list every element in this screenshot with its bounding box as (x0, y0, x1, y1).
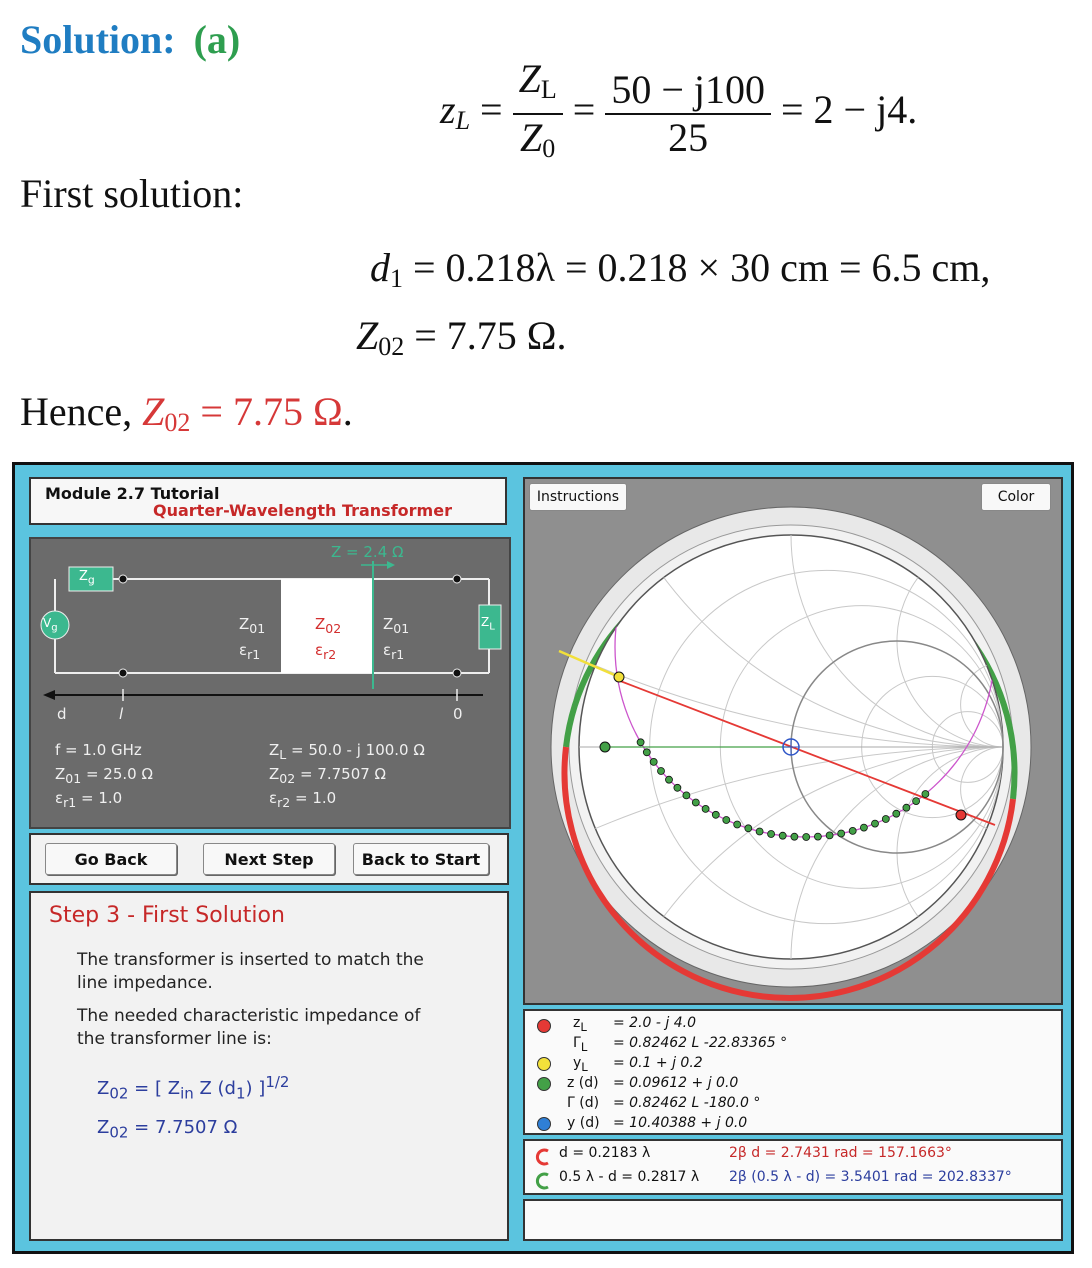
legend-yl: $y_L$ (573, 1055, 588, 1074)
z02-value: $Z_{02} = 7.7507$ Ω (269, 765, 387, 786)
path-dot (893, 810, 900, 817)
path-dot (838, 830, 845, 837)
zl-lhs: $z_L$ (440, 87, 471, 136)
path-dot (903, 804, 910, 811)
green-dot-icon (537, 1077, 551, 1091)
path-dot (872, 820, 879, 827)
axis-d-label: d (57, 705, 67, 723)
er2-value: $\varepsilon_{r2} = 1.0$ (269, 789, 337, 810)
distance-half-wave-beta: 2β (0.5 λ - d) = 3.5401 rad = 202.8337° (729, 1169, 1012, 1185)
path-dot (922, 791, 929, 798)
distance-panel (523, 1139, 1063, 1195)
legend-yl-value: = 0.1 + j 0.2 (613, 1055, 703, 1071)
er1-left-label: $\varepsilon_{r1}$ (239, 641, 261, 662)
path-dot (768, 831, 775, 838)
z01-left-label: $Z_{01}$ (239, 615, 266, 636)
zl-result: = 2 − j4. (780, 87, 918, 133)
solution-part-label: (a) (193, 17, 241, 62)
distance-d-beta: 2β d = 2.7431 rad = 157.1663° (729, 1145, 952, 1161)
path-dot (803, 834, 810, 841)
path-dot (745, 825, 752, 832)
path-dot (913, 798, 920, 805)
smith-chart-panel (523, 477, 1063, 1005)
path-dot (643, 749, 650, 756)
smith-chart (525, 479, 1061, 1003)
next-step-button[interactable]: Next Step (203, 843, 335, 875)
path-dot (723, 817, 730, 824)
path-dot (650, 758, 657, 765)
zd-marker (600, 742, 610, 752)
z02-equation: $Z_{02} = 7.75$ Ω. (356, 313, 567, 361)
legend-gamma: $\Gamma_L$ (573, 1035, 588, 1054)
path-dot (692, 799, 699, 806)
path-dot (674, 784, 681, 791)
frequency-value: f = 1.0 GHz (55, 741, 142, 759)
yellow-dot-icon (537, 1057, 551, 1071)
green-arc-icon (533, 1171, 553, 1191)
legend-zd-value: = 0.09612 + j 0.0 (613, 1075, 739, 1091)
eq-sign-2: = (572, 87, 596, 133)
step-paragraph-2: The needed characteristic impedance of the transformer line is: (77, 1006, 421, 1049)
instructions-button[interactable]: Instructions (529, 483, 627, 511)
path-dot (702, 805, 709, 812)
step-formula: $Z_{02}$ = [ $Z_{in}$ Z $(d_1)$ ]$^{1/2}$ (97, 1073, 290, 1103)
path-dot (791, 833, 798, 840)
transformer-length-label: Z = 2.4 Ω (331, 543, 404, 561)
module-title: Module 2.7 Tutorial (45, 484, 220, 503)
path-dot (658, 768, 665, 775)
legend-yd: y (d) (567, 1115, 600, 1131)
d1-equation: $d_1 = 0.218\lambda = 0.218 \times 30$ cm = 6.5 cm, (370, 245, 991, 293)
path-dot (882, 816, 889, 823)
zl-load-label: $Z_L$ (481, 615, 495, 633)
legend-gd-value: = 0.82462 L -180.0 ° (613, 1095, 761, 1111)
er2-label: $\varepsilon_{r2}$ (315, 641, 337, 662)
distance-d: d = 0.2183 λ (559, 1145, 651, 1161)
path-dot (756, 828, 763, 835)
fraction-values: $\frac{50 - j100}{25}$ (605, 67, 771, 161)
color-button[interactable]: Color (981, 483, 1051, 511)
legend-gamma-value: = 0.82462 L -22.83365 ° (613, 1035, 788, 1051)
blue-dot-icon (537, 1117, 551, 1131)
path-dot (826, 832, 833, 839)
red-dot-icon (537, 1019, 551, 1033)
hence-result: $Z_{02} = 7.75$ Ω (142, 389, 343, 437)
solution-title: Solution: (20, 17, 176, 62)
empty-status-panel (523, 1199, 1063, 1241)
z01-value: $Z_{01} = 25.0$ Ω (55, 765, 153, 786)
fraction-zl-z0: $\frac{Z_L}{Z_0}$ (513, 56, 563, 172)
module-title-panel (29, 477, 507, 525)
legend-zl: $z_L$ (573, 1015, 587, 1034)
step-heading: Step 3 - First Solution (49, 903, 285, 928)
legend-panel (523, 1009, 1063, 1135)
circuit-diagram (29, 537, 511, 829)
axis-l-label: l (119, 705, 124, 723)
path-dot (734, 821, 741, 828)
legend-yd-value: = 10.40388 + j 0.0 (613, 1115, 748, 1131)
red-arc-icon (533, 1147, 553, 1167)
zl-value: $Z_L = 50.0 - j$ 100.0 Ω (269, 741, 425, 762)
module-subtitle: Quarter-Wavelength Transformer (153, 501, 452, 520)
er1-right-label: $\varepsilon_{r1}$ (383, 641, 405, 662)
path-dot (779, 832, 786, 839)
legend-gd: Γ (d) (567, 1095, 600, 1111)
step-panel (29, 891, 509, 1241)
eq-sign-1: = (480, 87, 503, 133)
path-dot (814, 833, 821, 840)
back-to-start-button[interactable]: Back to Start (353, 843, 489, 875)
tutorial-app-window (12, 462, 1074, 1254)
axis-zero-label: 0 (453, 705, 463, 723)
step-paragraph-1: The transformer is inserted to match the line impedance. (77, 950, 424, 993)
path-dot (712, 811, 719, 818)
path-dot (666, 776, 673, 783)
go-back-button[interactable]: Go Back (45, 843, 177, 875)
legend-zl-value: = 2.0 - j 4.0 (613, 1015, 697, 1031)
path-dot (683, 792, 690, 799)
path-dot (637, 739, 644, 746)
zg-label: $Z_g$ (79, 569, 95, 587)
solution-heading (20, 16, 240, 63)
path-dot (849, 827, 856, 834)
first-solution-label: First solution: (20, 171, 244, 216)
legend-zd: z (d) (567, 1075, 599, 1091)
navigation-panel (29, 833, 509, 885)
distance-half-wave: 0.5 λ - d = 0.2817 λ (559, 1169, 700, 1185)
zl-marker (956, 810, 966, 820)
step-result: $Z_{02} = 7.7507$ Ω (97, 1117, 238, 1142)
hence-line: Hence, $Z_{02} = 7.75$ Ω. (20, 389, 353, 437)
vg-label: $V_g$ (43, 616, 58, 634)
path-dot (860, 824, 867, 831)
er1-value: $\varepsilon_{r1} = 1.0$ (55, 789, 123, 810)
z01-right-label: $Z_{01}$ (383, 615, 410, 636)
zl-equation (440, 56, 917, 172)
z02-label: $Z_{02}$ (315, 615, 342, 636)
yl-marker (614, 672, 624, 682)
